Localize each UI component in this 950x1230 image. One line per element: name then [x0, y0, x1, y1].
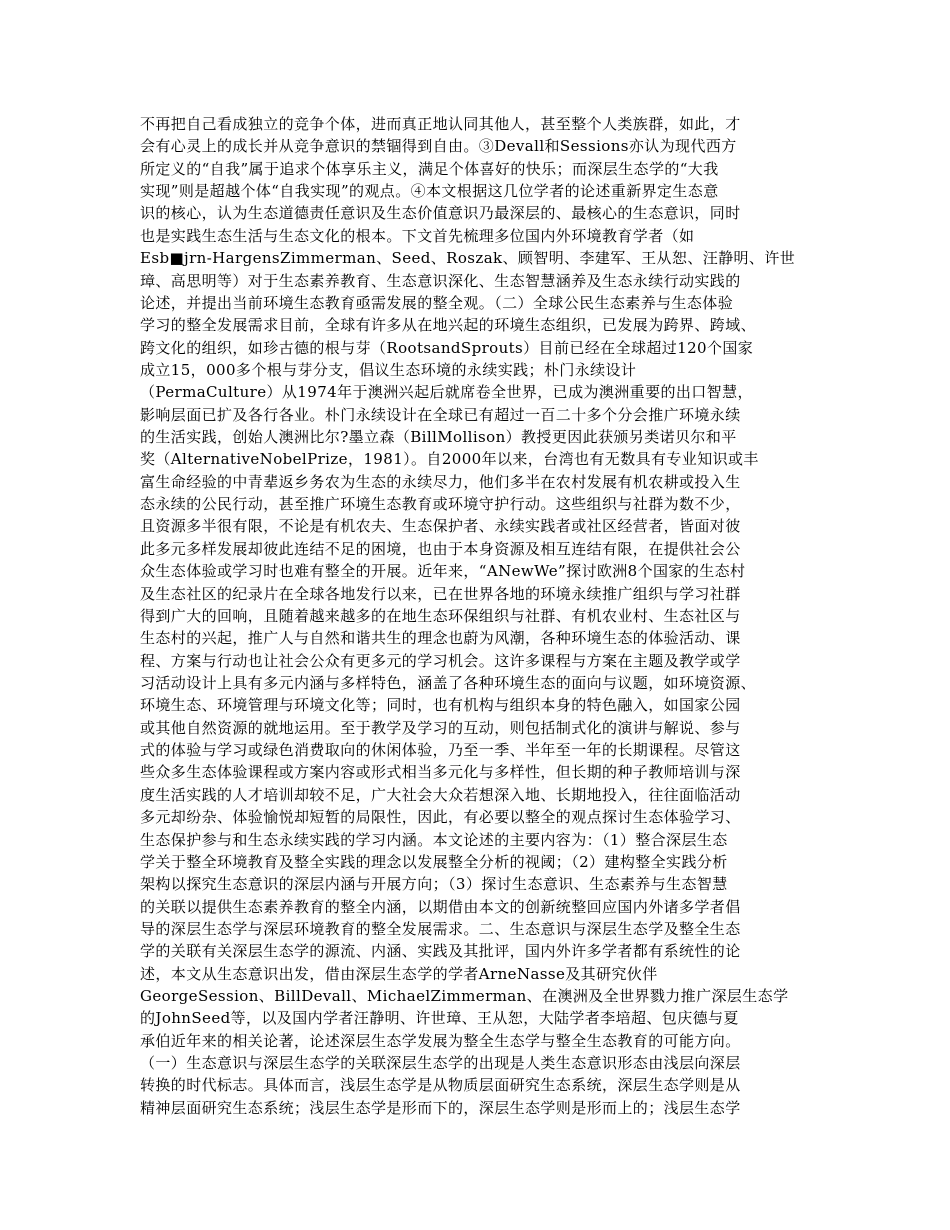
text-line: 的生活实践，创始人澳洲比尔?墨立森（BillMollison）教授更因此获颁另类诺贝尔和平	[140, 428, 737, 447]
text-line: 转换的时代标志。具体而言，浅层生态学是从物质层面研究生态系统，深层生态学则是从	[140, 1076, 741, 1095]
text-line: 实现”则是超越个体“自我实现”的观点。④本文根据这几位学者的论述重新界定生态意	[140, 182, 719, 201]
text-line: 学关于整全环境教育及整全实践的理念以发展整全分析的视阈；（2）建构整全实践分析	[140, 852, 728, 871]
text-line: 璋、高思明等）对于生态素养教育、生态意识深化、生态智慧涵养及生态永续行动实践的	[140, 271, 741, 290]
text-line: 得到广大的回响，且随着越来越多的在地生态环保组织与社群、有机农业村、生态社区与	[140, 606, 741, 625]
text-line: 论述，并提出当前环境生态教育亟需发展的整全观。（二）全球公民生态素养与生态体验	[140, 293, 734, 312]
text-line: （一）生态意识与深层生态学的关联深层生态学的出现是人类生态意识形态由浅层向深层	[140, 1054, 741, 1073]
text-line: 奖（AlternativeNobelPrize，1981）。自2000年以来，台湾也有无数具有专业知识或丰	[140, 450, 759, 469]
document-body	[140, 113, 820, 1119]
text-line: 的JohnSeed等，以及国内学者汪静明、许世璋、王从恕，大陆学者李培超、包庆德与夏	[140, 1009, 739, 1028]
text-line: 的关联以提供生态素养教育的整全内涵，以期借由本文的创新统整回应国内外诸多学者倡	[140, 897, 741, 916]
text-line: 些众多生态体验课程或方案内容或形式相当多元化与多样性，但长期的种子教师培训与深	[140, 763, 741, 782]
text-line: 也是实践生态生活与生态文化的根本。下文首先梳理多位国内外环境教育学者（如	[140, 226, 695, 245]
text-line: 不再把自己看成独立的竞争个体，进而真正地认同其他人，甚至整个人类族群，如此，才	[140, 115, 741, 133]
text-line: 成立15，000多个根与芽分支，倡议生态环境的永续实践；朴门永续设计	[140, 360, 637, 379]
text-line: 多元却纷杂、体验愉悦却短暂的局限性，因此，有必要以整全的观点探讨生态体验学习、	[140, 808, 741, 827]
text-line: 富生命经验的中青辈返乡务农为生态的永续尽力，他们多半在农村发展有机农耕或投入生	[140, 472, 741, 491]
text-line: 识的核心，认为生态道德责任意识及生态价值意识乃最深层的、最核心的生态意识，同时	[140, 204, 741, 223]
text-line: 学的关联有关深层生态学的源流、内涵、实践及其批评，国内外许多学者都有系统性的论	[140, 942, 741, 961]
text-line: 学习的整全发展需求目前，全球有许多从在地兴起的环境生态组织，已发展为跨界、跨域、	[140, 316, 757, 335]
text-line: 生态村的兴起，推广人与自然和谐共生的理念也蔚为风潮，各种环境生态的体验活动、课	[140, 629, 741, 648]
text-line: 式的体验与学习或绿色消费取向的休闲体验，乃至一季、半年至一年的长期课程。尽管这	[140, 741, 741, 760]
text-line: 且资源多半很有限，不论是有机农夫、生态保护者、永续实践者或社区经营者，皆面对彼	[140, 517, 741, 536]
text-line: Esb■jrn-HargensZimmerman、Seed、Roszak、顾智明、李建军、王从恕、汪静明、许世	[140, 249, 796, 268]
text-line: 度生活实践的人才培训却较不足，广大社会大众若想深入地、长期地投入，往往面临活动	[140, 785, 741, 804]
text-line: 环境生态、环境管理与环境文化等；同时，也有机构与组织本身的特色融入，如国家公园	[140, 696, 741, 715]
text-line: GeorgeSession、BillDevall、MichaelZimmerman、在澳洲及全世界戮力推广深层生态学	[140, 987, 789, 1006]
text-line: 程、方案与行动也让社会公众有更多元的学习机会。这许多课程与方案在主题及教学或学	[140, 651, 741, 670]
text-line: 导的深层生态学与深层环境教育的整全发展需求。二、生态意识与深层生态学及整全生态	[140, 919, 741, 938]
text-line: 及生态社区的纪录片在全球各地发行以来，已在世界各地的环境永续推广组织与学习社群	[140, 584, 741, 603]
text-line: 众生态体验或学习时也难有整全的开展。近年来，“ANewWe”探讨欧洲8个国家的生态村	[140, 562, 746, 581]
text-line: 或其他自然资源的就地运用。至于教学及学习的互动，则包括制式化的演讲与解说、参与	[140, 718, 741, 737]
text-line: 所定义的“自我”属于追求个体享乐主义，满足个体喜好的快乐；而深层生态学的“大我	[140, 159, 719, 178]
text-line: 态永续的公民行动，甚至推广环境生态教育或环境守护行动。这些组织与社群为数不少，	[140, 495, 741, 514]
text-line: 精神层面研究生态系统；浅层生态学是形而下的，深层生态学则是形而上的；浅层生态学	[140, 1098, 741, 1117]
text-line: 跨文化的组织，如珍古德的根与芽（RootsandSprouts）目前已经在全球超过120个国家	[140, 338, 754, 357]
text-line: 生态保护参与和生态永续实践的学习内涵。本文论述的主要内容为：（1）整合深层生态	[140, 830, 728, 849]
text-line: 习活动设计上具有多元内涵与多样特色，涵盖了各种环境生态的面向与议题，如环境资源、	[140, 673, 757, 692]
text-line: 此多元多样发展却彼此连结不足的困境，也由于本身资源及相互连结有限，在提供社会公	[140, 539, 741, 558]
text-line: 承伯近年来的相关论著，论述深层生态学发展为整全生态学与整全生态教育的可能方向。	[140, 1031, 741, 1050]
text-line: （PermaCulture）从1974年于澳洲兴起后就席卷全世界，已成为澳洲重要的出口智慧，	[140, 383, 753, 402]
text-line: 影响层面已扩及各行各业。朴门永续设计在全球已有超过一百二十多个分会推广环境永续	[140, 405, 741, 424]
text-line: 会有心灵上的成长并从竞争意识的禁锢得到自由。③Devall和Sessions亦认为现代西方	[140, 137, 737, 156]
text-line: 述，本文从生态意识出发，借由深层生态学的学者ArneNasse及其研究伙伴	[140, 964, 658, 983]
text-line: 架构以探究生态意识的深层内涵与开展方向；（3）探讨生态意识、生态素养与生态智慧	[140, 875, 728, 894]
